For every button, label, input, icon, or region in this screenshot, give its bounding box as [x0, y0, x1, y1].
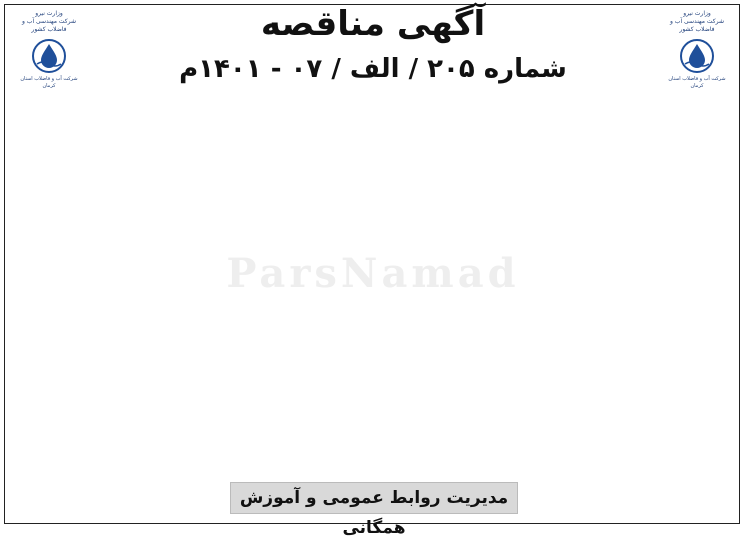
footer-department: مدیریت روابط عمومی و آموزش همگانی [230, 482, 518, 514]
logo-caption: شرکت آب و فاضلاب استان کرمان [668, 76, 726, 89]
logo-org-line2: شرکت مهندسی آب و فاضلاب کشور [22, 18, 76, 33]
watermark: ParsNamad [226, 250, 520, 297]
logo-org-line1: وزارت نیرو [35, 10, 63, 17]
notice-number: شماره ۲۰۵ / الف / ۰۷ - ۱۴۰۱م [179, 54, 567, 84]
logo-org-line1: وزارت نیرو [683, 10, 711, 17]
logo-org-line2: شرکت مهندسی آب و فاضلاب کشور [670, 18, 724, 33]
notice-title: آگهی مناقصه [260, 4, 486, 44]
logo-caption: شرکت آب و فاضلاب استان کرمان [20, 76, 78, 89]
